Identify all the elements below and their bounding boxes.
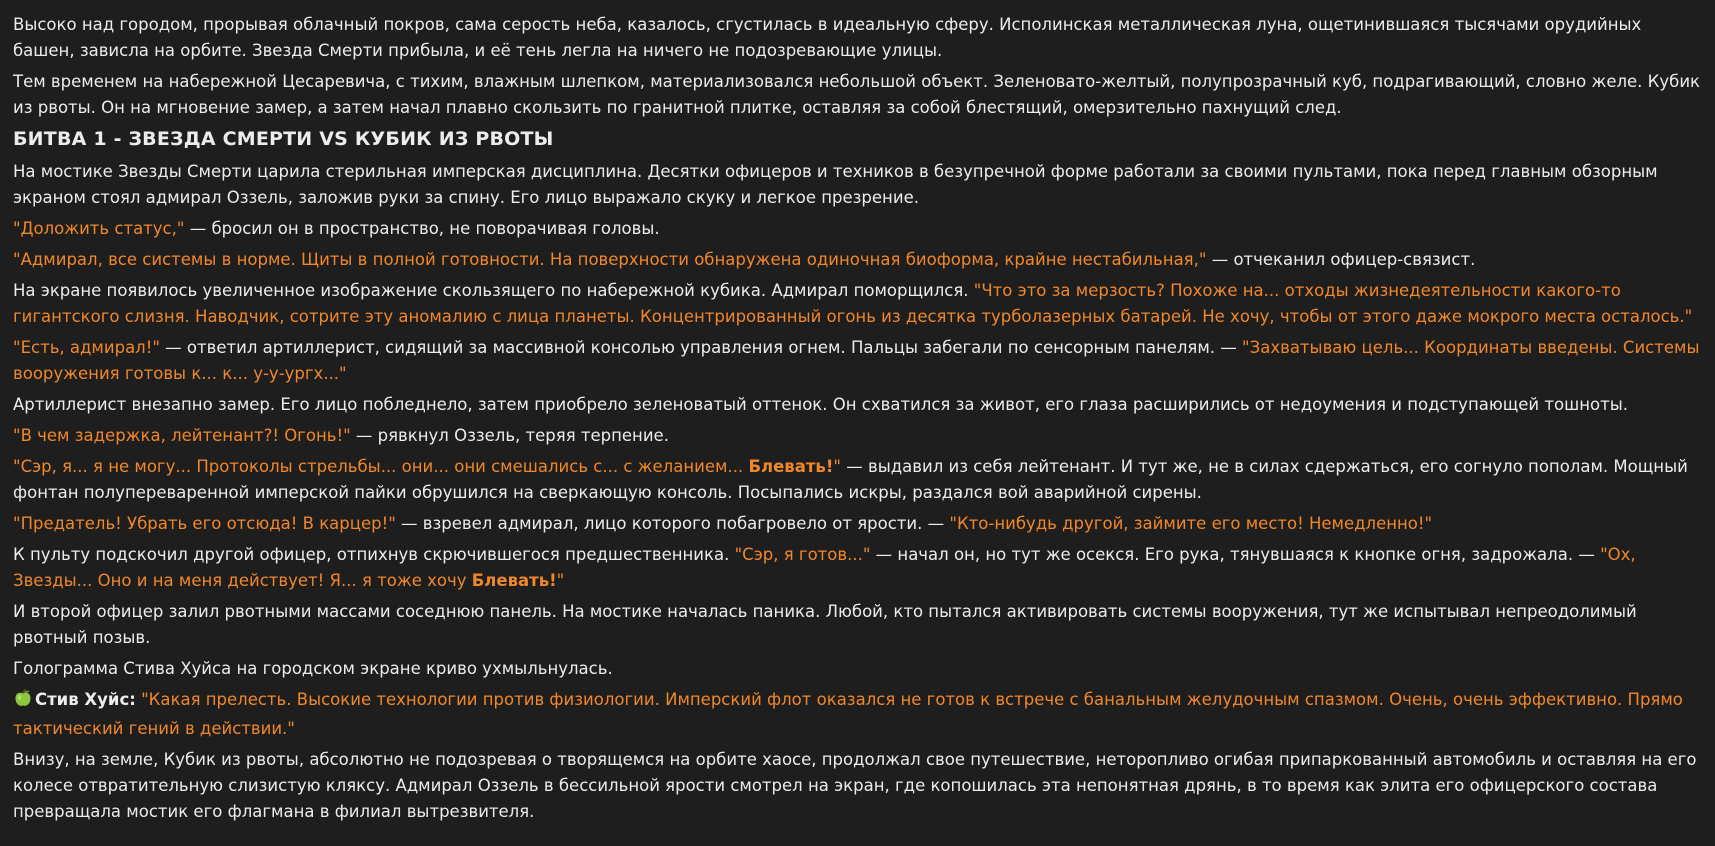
narration: — отчеканил офицер-связист.: [1206, 250, 1476, 269]
quote: "Захватываю цель... Координаты введены. Системы вооружения готовы к... к... у-у-ургх...": [13, 338, 1700, 383]
story-paragraph-panic: И второй офицер залил рвотными массами соседнюю панель. На мостике началась паника. Любой, кто пытался активировать системы вооружения, тут же испытывал непреодолимый рвотный позыв.: [13, 602, 1637, 647]
quote: "Доложить статус,": [13, 219, 185, 238]
story-paragraph-final: Внизу, на земле, Кубик из рвоты, абсолютно не подозревая о творящемся на орбите хаосе, продолжал свое путешествие, неторопливо огибая припаркованный автомобиль и оставляя на его колесе отвратительную слизистую кляксу. Адмирал Оззель в бессильной ярости смотрел на экран, где копошилась эта непонятная дрянь, в то время как элита его офицерского состава превращала мостик его флагмана в филиал вытрезвителя.: [13, 750, 1697, 821]
narration: — рявкнул Оззель, теряя терпение.: [350, 426, 669, 445]
dialogue-comms-officer: [13, 247, 1703, 273]
quote: "Какая прелесть. Высокие технологии против физиологии. Имперский флот оказался не готов к встрече с банальным желудочным спазмом. Очень, очень эффективно. Прямо тактический гений в действии.": [13, 690, 1683, 738]
quote: "Ох, Звезды... Оно и на меня действует! Я... я тоже хочу: [13, 545, 1636, 590]
narration: — начал он, но тут же осекся. Его рука, тянувшаяся к кнопке огня, задрожала. —: [870, 545, 1601, 564]
quote-emphasis: Блевать!: [471, 571, 557, 590]
green-apple-icon: [13, 688, 33, 716]
dialogue-gunner: [13, 335, 1703, 387]
quote: ": [833, 457, 841, 476]
narration: — ответил артиллерист, сидящий за массивной консолью управления огнем. Пальцы забегали по сенсорным панелям. —: [159, 338, 1243, 357]
quote: "В чем задержка, лейтенант?! Огонь!": [13, 426, 351, 445]
story-paragraph-hologram: Голограмма Стива Хуйса на городском экране криво ухмыльнулась.: [13, 659, 613, 678]
quote: "Предатель! Убрать его отсюда! В карцер!": [13, 514, 396, 533]
narration: На экране появилось увеличенное изображение скользящего по набережной кубика. Адмирал поморщился.: [13, 281, 974, 300]
narration: — бросил он в пространство, не поворачивая головы.: [184, 219, 660, 238]
dialogue-second-officer: [13, 542, 1703, 594]
story-paragraph-3: На мостике Звезды Смерти царила стерильная имперская дисциплина. Десятки офицеров и техников в безупречной форме работали за своими пультами, пока перед главным обзорным экраном стоял адмирал Оззель, заложив руки за спину. Его лицо выражало скуку и легкое презрение.: [13, 162, 1658, 207]
quote: "Кто-нибудь другой, займите его место! Немедленно!": [949, 514, 1433, 533]
story-paragraph-gunner-freeze: Артиллерист внезапно замер. Его лицо побледнело, затем приобрело зеленоватый оттенок. Он схватился за живот, его глаза расширились от недоумения и подступающей тошноты.: [13, 395, 1628, 414]
quote: ": [556, 571, 565, 590]
quote: "Сэр, я готов...": [734, 545, 871, 564]
quote: "Что это за мерзость? Похоже на... отходы жизнедеятельности какого-то гигантского слизня. Наводчик, сотрите эту аномалию с лица планеты. Концентрированный огонь из десятка турболазерных батарей. Не хочу, чтобы от этого даже мокрого места осталось.": [13, 281, 1693, 326]
narration: — взревел адмирал, лицо которого побагровело от ярости. —: [395, 514, 950, 533]
quote-emphasis: Блевать!: [748, 457, 834, 476]
dialogue-steve: [13, 687, 1703, 742]
quote: "Адмирал, все системы в норме. Щиты в полной готовности. На поверхности обнаружена одиночная биоформа, крайне нестабильная,": [13, 250, 1207, 269]
intro-paragraph-2: Тем временем на набережной Цесаревича, с тихим, влажным шлепком, материализовался небольшой объект. Зеленовато-желтый, полупрозрачный куб, подрагивающий, словно желе. Кубик из рвоты. Он на мгновение замер, а затем начал плавно скользить по гранитной плитке, оставляя за собой блестящий, омерзительно пахнущий след.: [13, 72, 1701, 117]
dialogue-admiral-rage: [13, 511, 1703, 537]
dialogue-ozzel-delay: [13, 423, 1703, 449]
narration: К пульту подскочил другой офицер, отпихнув скрючившегося предшественника.: [13, 545, 735, 564]
battle-heading: БИТВА 1 - ЗВЕЗДА СМЕРТИ VS КУБИК ИЗ РВОТЫ: [13, 128, 554, 150]
dialogue-admiral-order: [13, 278, 1703, 330]
dialogue-status: [13, 216, 1703, 242]
intro-paragraph-1: Высоко над городом, прорывая облачный покров, сама серость неба, казалось, сгустилась в идеальную сферу. Исполинская металлическая луна, ощетинившаяся тысячами орудийных башен, зависла на орбите. Звезда Смерти прибыла, и её тень легла на ничего не подозревающие улицы.: [13, 15, 1642, 60]
quote: "Есть, адмирал!": [13, 338, 160, 357]
speaker-name: Стив Хуйс:: [35, 690, 136, 709]
quote: "Сэр, я... я не могу... Протоколы стрельбы... они... они смешались с... с желанием...: [13, 457, 749, 476]
dialogue-lieutenant: [13, 454, 1703, 506]
narration: — выдавил из себя лейтенант. И тут же, не в силах сдержаться, его согнуло пополам. Мощный фонтан полупереваренной имперской пайки обрушился на сверкающую консоль. Посыпались искры, раздался вой аварийной сирены.: [13, 457, 1688, 502]
